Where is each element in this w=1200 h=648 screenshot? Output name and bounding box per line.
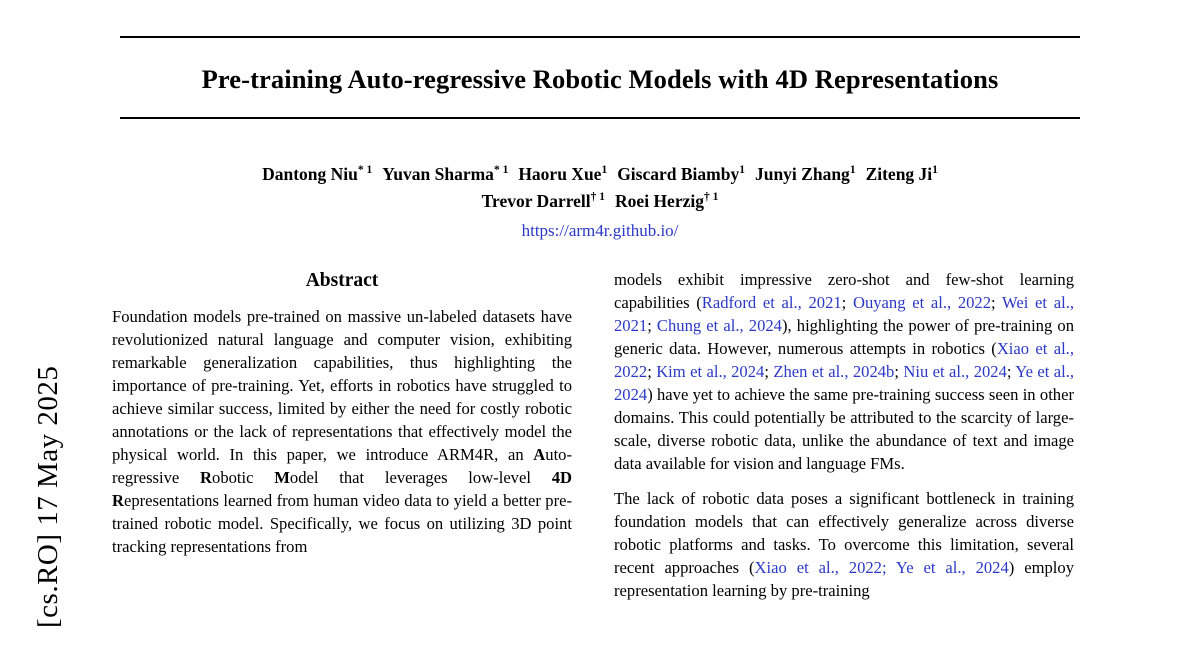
author-line-2: [100, 188, 1100, 215]
introduction-column: [614, 267, 1074, 615]
citation-link[interactable]: Xiao et al., 2022: [614, 339, 1074, 382]
author: Dantong Niu$^{* 1}$: [262, 164, 373, 184]
citation-link[interactable]: Chung et al., 2024: [656, 316, 782, 336]
citation-link[interactable]: Niu et al., 2024: [903, 362, 1007, 382]
author: Haoru Xue$^1$: [518, 164, 608, 184]
page-title: Pre-training Auto-regressive Robotic Models with 4D Representations: [201, 64, 999, 94]
abstract-paragraph: Foundation models pre-trained on massive un-labeled datasets have revolutionized natural language and computer vision, exhibiting remarkable generalization capabilities, thus highlighting the importance of pre-training. Yet, efforts in robotics have struggled to achieve similar success, limited by either the need for costly robotic annotations or the lack of representations that effectively model the physical world. In this paper, we introduce ARM4R, an Auto-regressive Robotic Model that leverages low-level 4D Representations learned from human video data to yield a better pre-trained robotic model. Specifically, we focus on utilizing 3D point tracking representations from: [112, 307, 572, 556]
abstract-heading: Abstract: [305, 270, 379, 292]
citation-link[interactable]: Zhen et al., 2024b: [773, 362, 895, 382]
arxiv-stamp: [0, 0, 96, 648]
paper-page: [100, 0, 1100, 648]
citation-link[interactable]: Ouyang et al., 2022: [852, 293, 992, 313]
arxiv-stamp-text: [cs.RO] 17 May 2025: [31, 365, 64, 628]
citation-link[interactable]: Wei et al., 2021: [614, 293, 1074, 336]
citation-link[interactable]: Ye et al., 2024: [614, 362, 1075, 405]
intro-paragraph-1: models exhibit impressive zero-shot and few-shot learning capabilities (Radford et al., 2021; Ouyang et al., 2022; Wei et al., 2021; Chung et al., 2024), highlighting the power of pre-training on generic data. However, numerous attempts in robotics (Xiao et al., 2022; Kim et al., 2024; Zhen et al., 2024b; Niu et al., 2024; Ye et al., 2024) have yet to achieve the same pre-training success seen in other domains. This could potentially be attributed to the scarcity of large-scale, diverse robotic data, unlike the abundance of text and image data available for vision and language FMs.: [614, 270, 1075, 473]
title-rule-bottom: [120, 117, 1080, 119]
author: Trevor Darrell$^{\dagger 1}$: [481, 191, 606, 212]
author: Yuvan Sharma$^{* 1}$: [382, 164, 509, 184]
author-list: [100, 161, 1100, 215]
citation-link[interactable]: Xiao et al., 2022; Ye et al., 2024: [754, 557, 1009, 577]
citation-link[interactable]: Radford et al., 2021: [701, 293, 842, 313]
author-line-1: [100, 161, 1100, 188]
project-url-link[interactable]: https://arm4r.github.io/: [521, 221, 679, 241]
intro-paragraph-2: The lack of robotic data poses a significant bottleneck in training foundation models that can effectively generalize across diverse robotic platforms and tasks. To overcome this limitation, several recent approaches (Xiao et al., 2022; Ye et al., 2024) employ representation learning by pre-training: [614, 488, 1074, 600]
author: Ziteng Ji$^1$: [865, 164, 938, 184]
abstract-column: [112, 267, 572, 615]
title-rule-top: [120, 36, 1080, 38]
body-columns: [100, 267, 1100, 615]
author: Roei Herzig$^{\dagger 1}$: [615, 191, 719, 212]
author: Junyi Zhang$^1$: [754, 164, 856, 184]
citation-link[interactable]: Kim et al., 2024: [656, 362, 765, 382]
author: Giscard Biamby$^1$: [617, 164, 745, 184]
